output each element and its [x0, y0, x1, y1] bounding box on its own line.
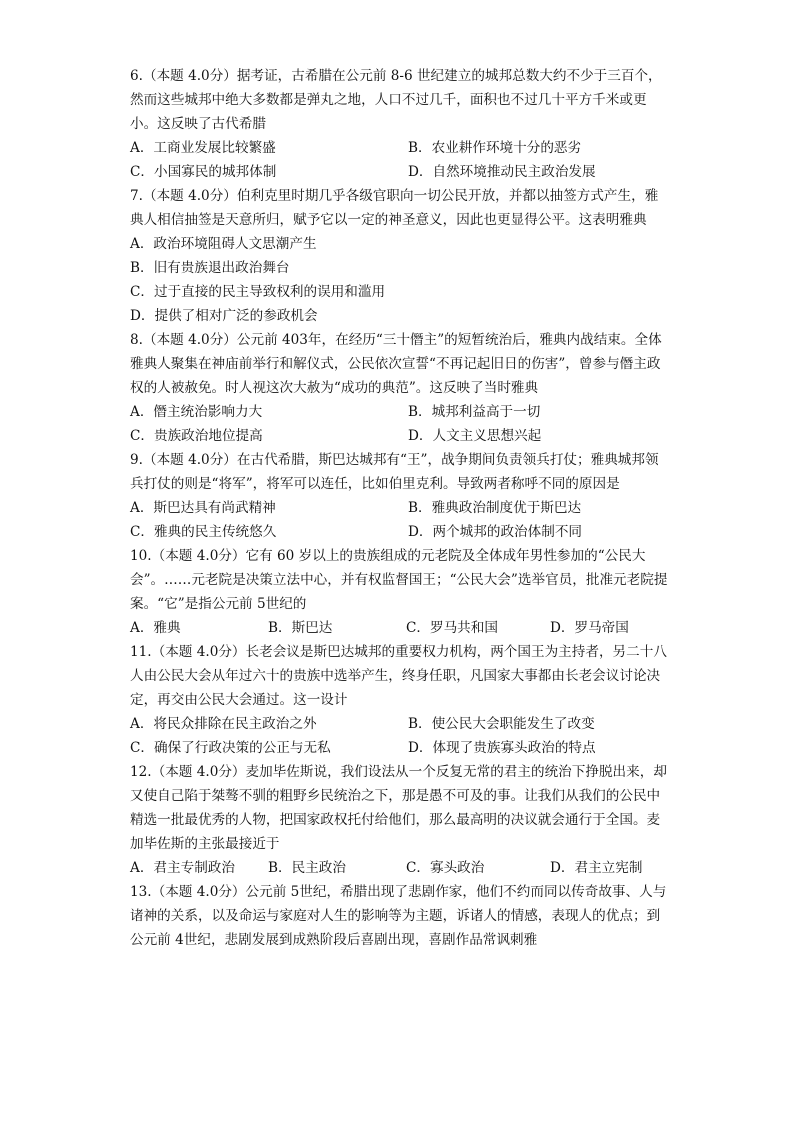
option-a[interactable]: A．工商业发展比较繁盛	[130, 140, 276, 156]
question-stem: 11.（本题 4.0分）长老会议是斯巴达城邦的重要权力机构，两个国王为主持者，另二十八人由公民大会从年过六十的贵族中选举产生，终身任职，凡国家大事都由长老会议讨论决定，再交由公民大会通过。这一设计	[130, 644, 667, 708]
document-page	[130, 64, 668, 952]
option-c[interactable]: C．寡头政治	[406, 860, 485, 876]
option-a[interactable]: A．君主专制政治	[130, 860, 235, 876]
question-stem: 12.（本题 4.0分）麦加毕佐斯说，我们设法从一个反复无常的君主的统治下挣脱出来，却又使自己陷于桀骜不驯的粗野乡民统治之下，那是愚不可及的事。让我们从我们的公民中精选一批最优秀的人物，把国家政权托付给他们，那么最高明的决议就会通行于全国。麦加毕佐斯的主张最接近于	[130, 764, 667, 852]
question-11	[130, 640, 668, 760]
option-a[interactable]: A．将民众排除在民主政治之外	[130, 716, 317, 732]
options	[130, 712, 668, 760]
question-stem: 13.（本题 4.0分）公元前 5世纪，希腊出现了悲剧作家，他们不约而同以传奇故事、人与诸神的关系，以及命运与家庭对人生的影响等为主题，诉诸人的情感，表现人的优点；到公元前 4世纪，悲剧发展到成熟阶段后喜剧出现，喜剧作品常讽刺雅	[130, 884, 667, 948]
options	[130, 400, 668, 448]
option-c[interactable]: C．雅典的民主传统悠久	[130, 524, 277, 540]
question-13	[130, 880, 668, 952]
option-b[interactable]: B．旧有贵族退出政治舞台	[130, 260, 290, 276]
option-d[interactable]: D．人文主义思想兴起	[408, 428, 542, 444]
option-c[interactable]: C．贵族政治地位提高	[130, 428, 263, 444]
option-d[interactable]: D．君主立宪制	[550, 860, 643, 876]
option-d[interactable]: D．罗马帝国	[550, 620, 629, 636]
option-a[interactable]: A．僭主统治影响力大	[130, 404, 263, 420]
question-stem: 8.（本题 4.0分）公元前 403年，在经历“三十僭主”的短暂统治后，雅典内战结束。全体雅典人聚集在神庙前举行和解仪式，公民依次宣誓“不再记起旧日的伤害”，曾参与僭主政权的人被赦免。时人视这次大赦为“成功的典范”。这反映了当时雅典	[130, 332, 662, 396]
question-10	[130, 544, 668, 640]
question-8	[130, 328, 668, 448]
question-stem: 7.（本题 4.0分）伯利克里时期几乎各级官职向一切公民开放，并都以抽签方式产生，雅典人相信抽签是天意所归，赋予它以一定的神圣意义，因此也更显得公平。这表明雅典	[130, 188, 659, 228]
option-a[interactable]: A．政治环境阻碍人文思潮产生	[130, 236, 317, 252]
options	[130, 856, 668, 880]
option-c[interactable]: C．确保了行政决策的公正与无私	[130, 740, 331, 756]
option-d[interactable]: D．两个城邦的政治体制不同	[408, 524, 583, 540]
option-b[interactable]: B．民主政治	[268, 860, 346, 876]
question-stem: 9.（本题 4.0分）在古代希腊，斯巴达城邦有“王”，战争期间负责领兵打仗；雅典城邦领兵打仗的则是“将军”，将军可以连任，比如伯里克利。导致两者称呼不同的原因是	[130, 452, 659, 492]
question-stem: 10.（本题 4.0分）它有 60 岁以上的贵族组成的元老院及全体成年男性参加的“公民大会”。……元老院是决策立法中心，并有权监督国王；“公民大会”选举官员，批准元老院提案。“它”是指公元前 5世纪的	[130, 548, 668, 612]
question-7	[130, 184, 668, 328]
option-c[interactable]: C．小国寡民的城邦体制	[130, 164, 277, 180]
option-d[interactable]: D．自然环境推动民主政治发展	[408, 164, 596, 180]
option-c[interactable]: C．过于直接的民主导致权利的误用和滥用	[130, 284, 386, 300]
question-6	[130, 64, 668, 184]
option-c[interactable]: C．罗马共和国	[406, 620, 498, 636]
option-b[interactable]: B．农业耕作环境十分的恶劣	[408, 140, 582, 156]
option-b[interactable]: B．城邦利益高于一切	[408, 404, 541, 420]
options	[130, 232, 668, 328]
option-d[interactable]: D．体现了贵族寡头政治的特点	[408, 740, 596, 756]
question-9	[130, 448, 668, 544]
option-b[interactable]: B．斯巴达	[268, 620, 333, 636]
options	[130, 616, 668, 640]
options	[130, 496, 668, 544]
option-d[interactable]: D．提供了相对广泛的参政机会	[130, 308, 318, 324]
option-a[interactable]: A．雅典	[130, 620, 181, 636]
option-b[interactable]: B．雅典政治制度优于斯巴达	[408, 500, 582, 516]
question-stem: 6.（本题 4.0分）据考证，古希腊在公元前 8-6 世纪建立的城邦总数大约不少于三百个，然而这些城邦中绝大多数都是弹丸之地，人口不过几千，面积也不过几十平方千米或更小。这反映了古代希腊	[130, 68, 662, 132]
option-b[interactable]: B．使公民大会职能发生了改变	[408, 716, 595, 732]
options	[130, 136, 668, 184]
question-12	[130, 760, 668, 880]
option-a[interactable]: A．斯巴达具有尚武精神	[130, 500, 276, 516]
